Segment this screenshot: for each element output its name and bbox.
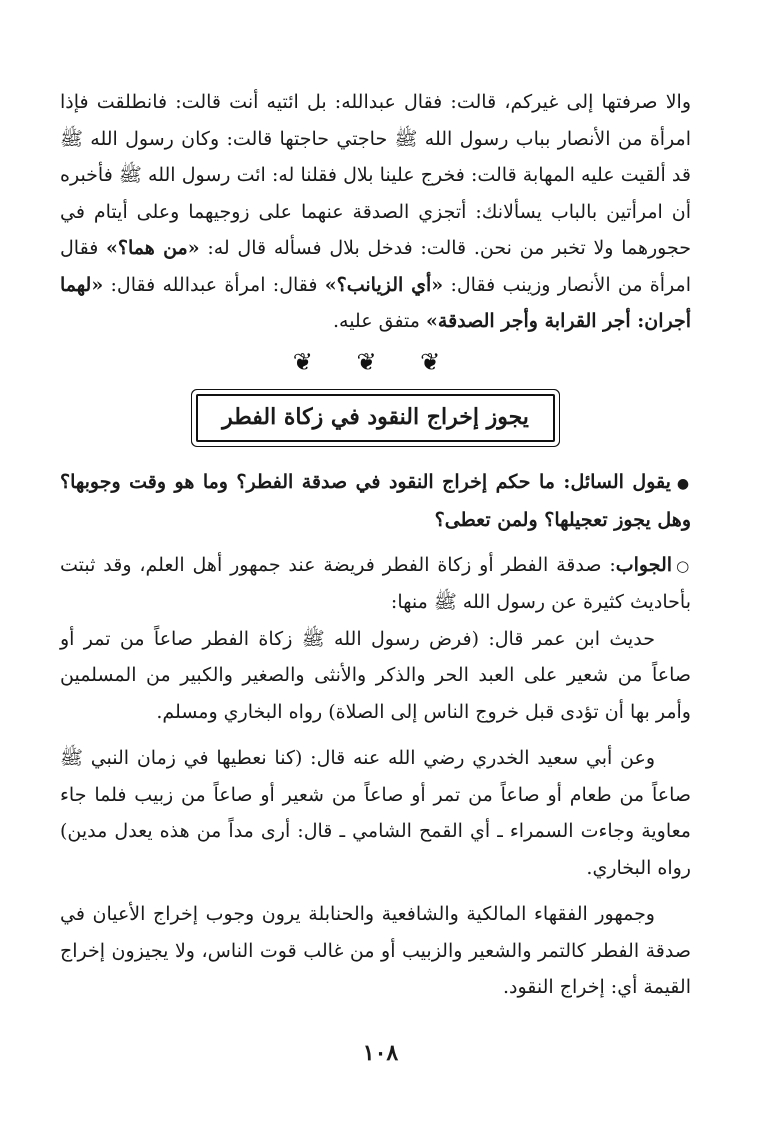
bullet-icon: ● xyxy=(676,475,691,492)
answer-text: : صدقة الفطر أو زكاة الفطر فريضة عند جمهور أهل العلم، وقد ثبتت بأحاديث كثيرة عن رسول الله ﷺ منها: xyxy=(60,553,691,613)
answer-label: الجواب xyxy=(615,553,673,576)
quote-two-rewards: «لهما أجران: أجر القرابة وأجر الصدقة» xyxy=(60,273,691,332)
question-text: يقول السائل: ما حكم إخراج النقود في صدقة الفطر؟ وما هو وقت وجوبها؟ وهل يجوز تعجيلها؟ ولمن تعطى؟ xyxy=(60,470,691,531)
circle-marker-icon: ○ xyxy=(676,556,691,575)
intro-paragraph xyxy=(60,84,691,340)
section-title-wrap xyxy=(60,394,691,442)
jumhur-paragraph: وجمهور الفقهاء المالكية والشافعية والحنابلة يرون وجوب إخراج الأعيان في صدقة الفطر كالتمر والشعير والزبيب أو من غالب قوت الناس، ولا يجيزون إخراج القيمة أي: إخراج النقود. xyxy=(60,903,691,998)
intro-text-3: فقال: امرأة عبدالله فقال: xyxy=(103,273,325,296)
quote-which-zaynab: «أي الزيانب؟» xyxy=(324,273,444,296)
intro-text-1: والا صرفتها إلى غيركم، قالت: فقال عبدالله: بل ائتيه أنت قالت: فانطلقت فإذا امرأة من الأنصار بباب رسول الله ﷺ حاجتي حاجتها قالت: وكان رسول الله ﷺ قد ألقيت عليه المهابة قالت: فخرج علينا بلال فقلنا له: ائت رسول الله ﷺ فأخبره أن امرأتين بالباب يسألانك: أتجزي الصدقة عنهما على زوجيهما وعلى أيتام في حجورهما ولا تخبر من نحن. قالت: فدخل بلال فسأله قال له: xyxy=(60,91,691,259)
quote-who-are-they: «من هما؟» xyxy=(106,237,200,259)
question-paragraph xyxy=(60,464,691,539)
hadith-ibn-umar: حديث ابن عمر قال: (فرض رسول الله ﷺ زكاة الفطر صاعاً من تمر أو صاعاً من شعير على العبد الحر والذكر والأنثى والصغير والكبير من المسلمين وأمر بها أن تؤدى قبل خروج الناس إلى الصلاة) رواه البخاري ومسلم. xyxy=(60,627,691,723)
page-body xyxy=(60,84,691,1006)
intro-text-2: فقال امرأة من الأنصار وزينب فقال: xyxy=(60,237,691,296)
section-title: يجوز إخراج النقود في زكاة الفطر xyxy=(196,394,555,442)
intro-text-4: متفق عليه. xyxy=(332,310,427,332)
answer-paragraph xyxy=(60,547,691,621)
section-ornament: ❦ ❦ ❦ xyxy=(292,347,459,376)
hadith-abu-said: وعن أبي سعيد الخدري رضي الله عنه قال: (كنا نعطيها في زمان النبي ﷺ صاعاً من طعام أو صاعاً من تمر أو صاعاً من شعير أو صاعاً من زبيب فلما جاء معاوية وجاءت السمراء ـ أي القمح الشامي ـ قال: أرى مداً من هذه يعدل مدين) رواه البخاري. xyxy=(60,747,691,879)
page-number: ١٠٨ xyxy=(362,1040,399,1066)
